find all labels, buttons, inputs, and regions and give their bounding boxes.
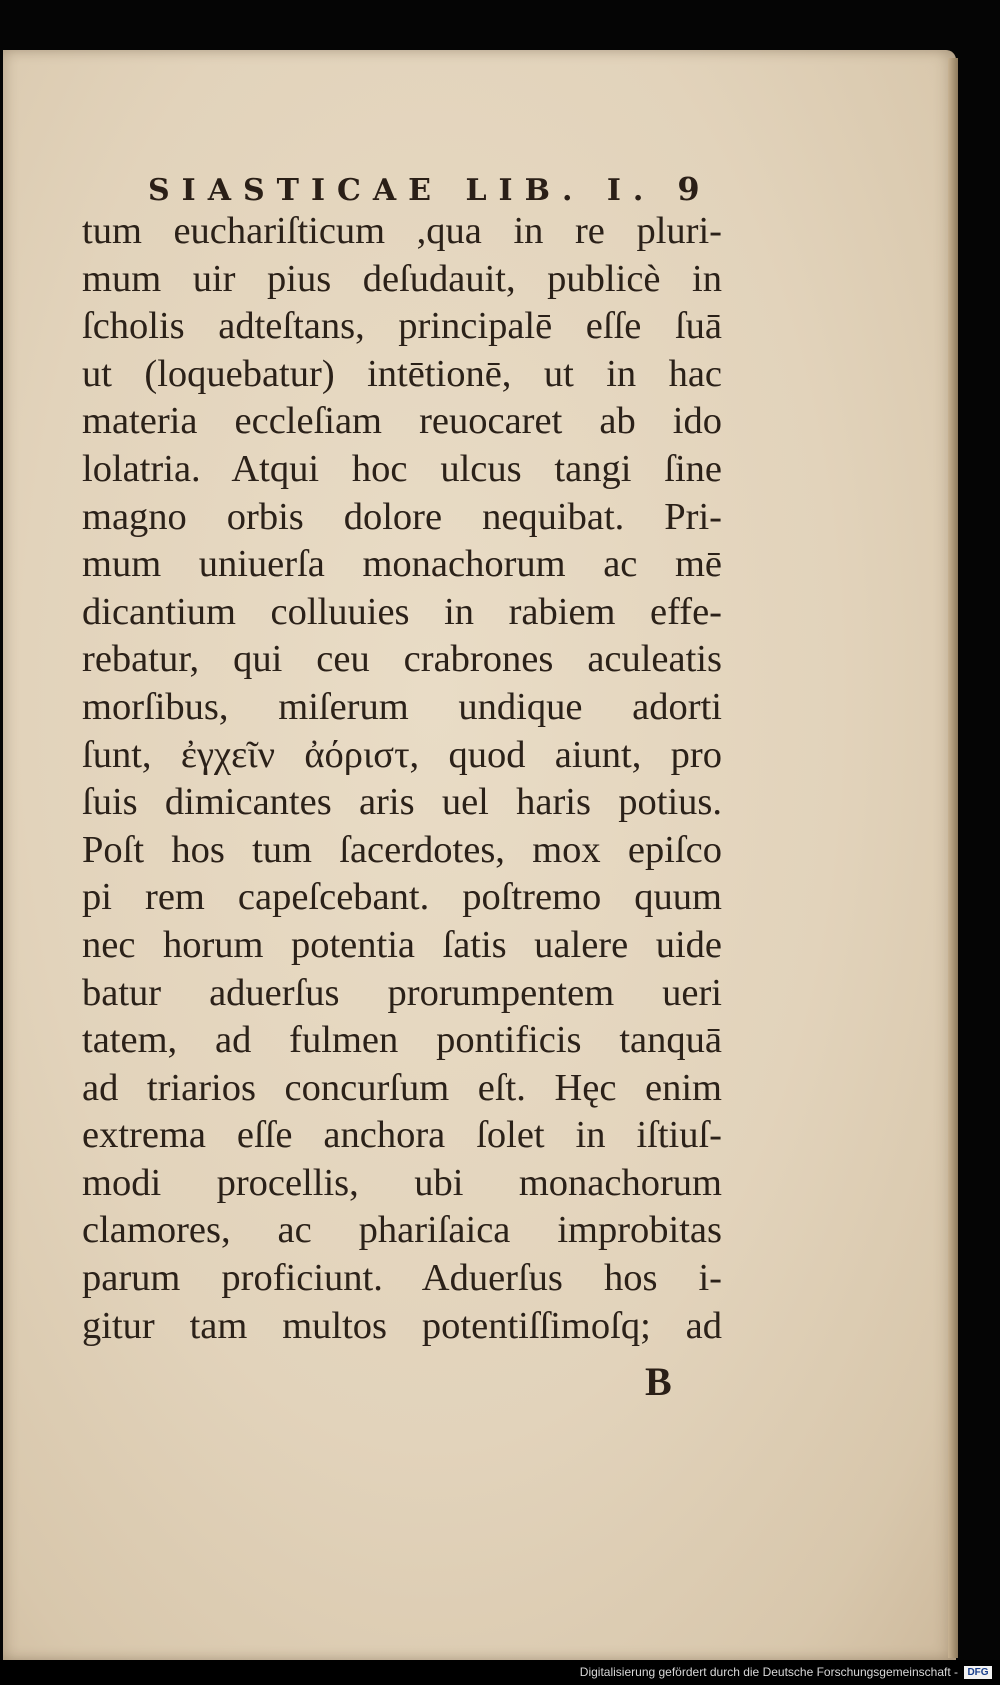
text-line-14: Poſt hos tum ſacerdotes, mox epiſco (82, 828, 722, 871)
page-number: 9 (677, 170, 700, 208)
digitization-credit: Digitalisierung gefördert durch die Deutsche Forschungsgemeinschaft - (579, 1665, 958, 1679)
signature-mark: B (645, 1359, 672, 1404)
text-line-13: ſuis dimicantes aris uel haris potius. (82, 781, 722, 824)
text-line-15: pi rem capeſcebant. poſtremo quum (82, 876, 722, 919)
text-line-20: extrema eſſe anchora ſolet in iſtiuſ- (82, 1114, 722, 1157)
dfg-logo: DFG (964, 1666, 992, 1679)
text-line-7: magno orbis dolore nequibat. Pri- (82, 495, 722, 538)
text-line-23: parum proficiunt. Aduerſus hos i- (82, 1257, 722, 1300)
body-text (82, 208, 722, 1350)
text-line-8: mum uniuerſa monachorum ac mē (82, 543, 722, 586)
running-head-title: SIASTICAE LIB. I. (148, 173, 656, 208)
text-line-4: ut (loquebatur) intētionē, ut in hac (82, 352, 722, 395)
text-line-9: dicantium colluuies in rabiem effe- (82, 590, 722, 633)
text-line-6: lolatria. Atqui hoc ulcus tangi ſine (82, 447, 722, 490)
text-line-22: clamores, ac phariſaica improbitas (82, 1209, 722, 1252)
text-line-18: tatem, ad fulmen pontificis tanquā (82, 1019, 722, 1062)
text-line-21: modi procellis, ubi monachorum (82, 1161, 722, 1204)
text-line-12: ſunt, ἐγχεῖν ἀόριστ, quod aiunt, pro (82, 733, 722, 776)
text-line-3: ſcholis adteſtans, principalē eſſe ſuā (82, 305, 722, 348)
text-line-19: ad triarios concurſum eſt. Hęc enim (82, 1066, 722, 1109)
text-line-10: rebatur, qui ceu crabrones aculeatis (82, 638, 722, 681)
text-line-24: gitur tam multos potentiſſimoſq; ad (82, 1304, 722, 1347)
text-line-17: batur aduerſus prorumpentem ueri (82, 971, 722, 1014)
text-line-5: materia eccleſiam reuocaret ab ido (82, 400, 722, 443)
text-line-16: nec horum potentia ſatis ualere uide (82, 923, 722, 966)
text-line-11: morſibus, miſerum undique adorti (82, 685, 722, 728)
text-line-2: mum uir pius deſudauit, publicè in (82, 257, 722, 300)
text-line-1: tum euchariſticum ,qua in re pluri- (82, 210, 722, 252)
page-edge (948, 58, 958, 1658)
